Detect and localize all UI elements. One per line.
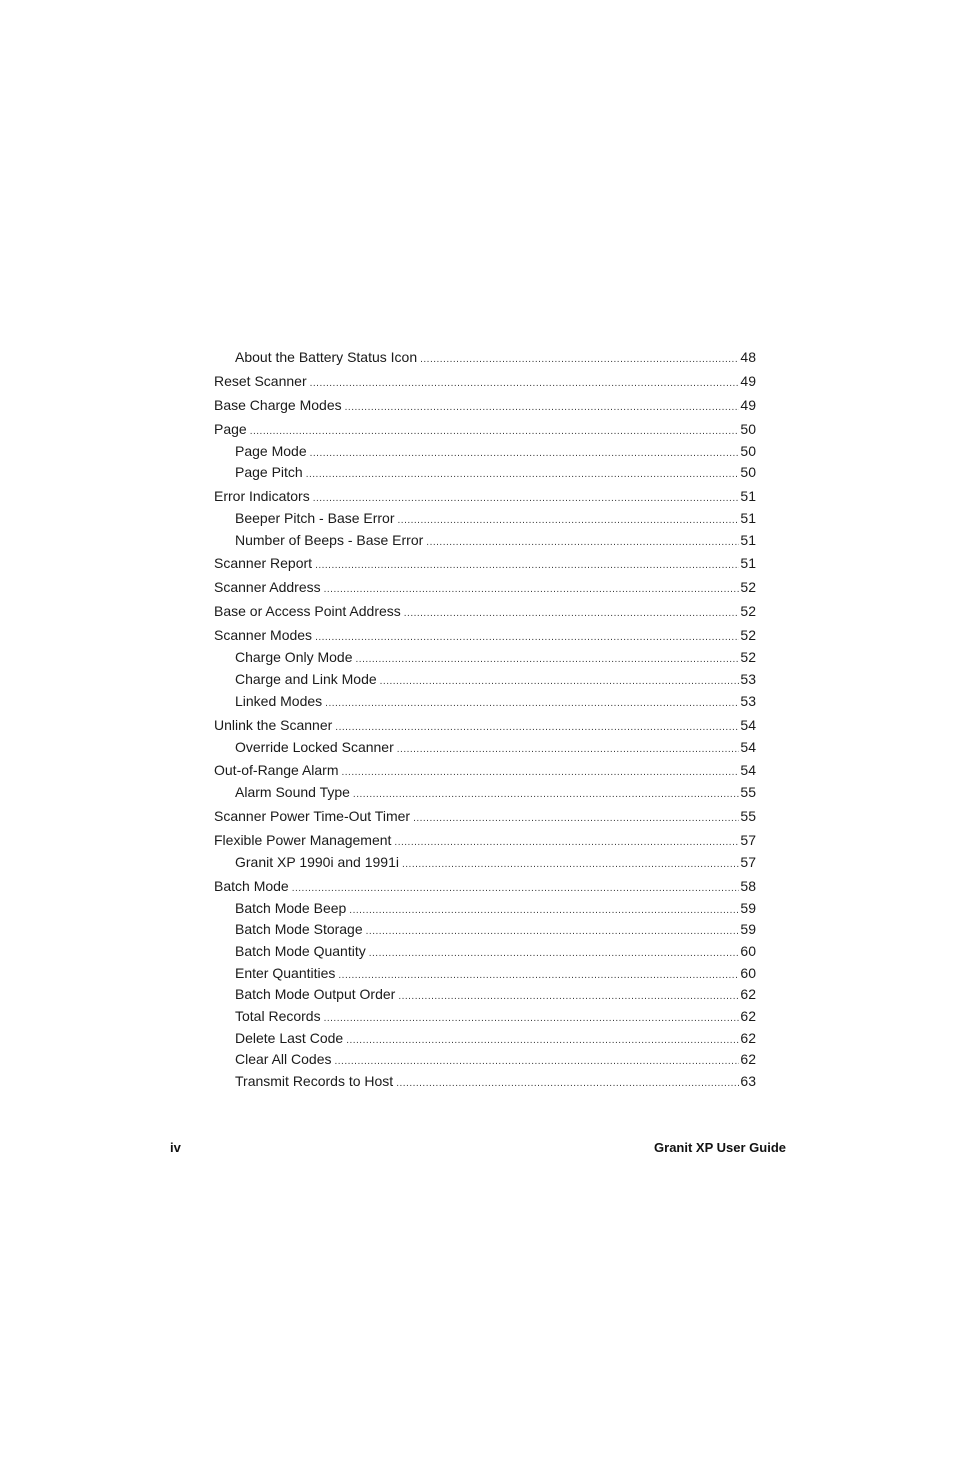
toc-entry[interactable] bbox=[214, 782, 756, 804]
toc-dot-leader bbox=[356, 649, 740, 671]
toc-entry-label: Batch Mode Storage bbox=[235, 921, 363, 938]
toc-entry-page-number: 52 bbox=[740, 579, 756, 596]
toc-entry-label: Batch Mode bbox=[214, 877, 289, 894]
toc-dot-leader bbox=[292, 877, 740, 901]
toc-entry-label: Batch Mode Beep bbox=[235, 899, 347, 916]
toc-entry[interactable] bbox=[214, 417, 756, 441]
toc-dot-leader bbox=[310, 443, 740, 465]
toc-entry-label: Alarm Sound Type bbox=[235, 784, 350, 801]
toc-entry-label: Unlink the Scanner bbox=[214, 716, 333, 733]
toc-entry-page-number: 59 bbox=[740, 921, 756, 938]
toc-entry-page-number: 50 bbox=[740, 464, 756, 481]
toc-entry-label: Page Mode bbox=[235, 442, 307, 459]
toc-entry-label: Delete Last Code bbox=[235, 1029, 344, 1046]
toc-dot-leader bbox=[306, 464, 740, 486]
toc-dot-leader bbox=[315, 626, 739, 650]
toc-entry-page-number: 48 bbox=[740, 349, 756, 365]
toc-entry-label: Transmit Records to Host bbox=[235, 1073, 394, 1090]
toc-entry-page-number: 54 bbox=[740, 762, 756, 779]
toc-entry-page-number: 50 bbox=[740, 420, 756, 437]
toc-entry[interactable] bbox=[214, 484, 756, 508]
toc-dot-leader bbox=[338, 965, 739, 987]
toc-entry[interactable] bbox=[214, 369, 756, 393]
toc-entry[interactable] bbox=[214, 647, 756, 669]
footer-page-number: iv bbox=[170, 1140, 181, 1155]
toc-entry-label: Scanner Report bbox=[214, 555, 313, 572]
toc-entry-page-number: 53 bbox=[740, 692, 756, 709]
toc-dot-leader bbox=[397, 739, 740, 761]
toc-entry-page-number: 62 bbox=[740, 1051, 756, 1068]
toc-entry[interactable] bbox=[214, 1049, 756, 1071]
toc-entry[interactable] bbox=[214, 508, 756, 530]
toc-entry-page-number: 57 bbox=[740, 831, 756, 848]
toc-entry-page-number: 55 bbox=[740, 807, 756, 824]
toc-entry-label: Page bbox=[214, 420, 247, 437]
toc-entry[interactable] bbox=[214, 599, 756, 623]
toc-entry-label: Base Charge Modes bbox=[214, 396, 342, 413]
toc-entry-label: Override Locked Scanner bbox=[235, 738, 394, 755]
toc-entry-page-number: 60 bbox=[740, 942, 756, 959]
toc-entry-page-number: 62 bbox=[740, 986, 756, 1003]
toc-entry-label: Flexible Power Management bbox=[214, 831, 392, 848]
toc-entry[interactable] bbox=[214, 441, 756, 463]
toc-dot-leader bbox=[398, 510, 740, 532]
toc-entry-label: Batch Mode Output Order bbox=[235, 986, 396, 1003]
toc-entry[interactable] bbox=[214, 1071, 756, 1093]
toc-entry[interactable] bbox=[214, 1028, 756, 1050]
toc-entry[interactable] bbox=[214, 898, 756, 920]
toc-entry-label: Base or Access Point Address bbox=[214, 603, 401, 620]
toc-dot-leader bbox=[420, 349, 739, 371]
toc-entry-label: Scanner Modes bbox=[214, 627, 313, 644]
toc-entry-label: Scanner Power Time-Out Timer bbox=[214, 807, 411, 824]
toc-entry-label: Charge and Link Mode bbox=[235, 671, 377, 688]
toc-entry[interactable] bbox=[214, 530, 756, 552]
toc-dot-leader bbox=[369, 943, 740, 965]
toc-entry[interactable] bbox=[214, 758, 756, 782]
toc-entry-page-number: 49 bbox=[740, 372, 756, 389]
toc-entry-label: Linked Modes bbox=[235, 692, 323, 709]
toc-entry[interactable] bbox=[214, 941, 756, 963]
toc-entry[interactable] bbox=[214, 575, 756, 599]
toc-entry-page-number: 51 bbox=[740, 510, 756, 527]
toc-entry-label: Enter Quantities bbox=[235, 964, 336, 981]
toc-dot-leader bbox=[342, 761, 740, 785]
toc-entry[interactable] bbox=[214, 919, 756, 941]
toc-entry-page-number: 62 bbox=[740, 1029, 756, 1046]
page-footer bbox=[170, 1140, 786, 1155]
toc-dot-leader bbox=[396, 1073, 739, 1095]
toc-dot-leader bbox=[413, 807, 739, 831]
toc-entry[interactable] bbox=[214, 393, 756, 417]
toc-dot-leader bbox=[398, 986, 739, 1008]
toc-entry[interactable] bbox=[214, 691, 756, 713]
toc-entry-label: Reset Scanner bbox=[214, 372, 307, 389]
toc-entry[interactable] bbox=[214, 623, 756, 647]
toc-dot-leader bbox=[394, 831, 739, 855]
toc-dot-leader bbox=[325, 693, 739, 715]
toc-dot-leader bbox=[346, 1030, 739, 1052]
toc-entry-page-number: 51 bbox=[740, 531, 756, 548]
toc-entry[interactable] bbox=[214, 462, 756, 484]
toc-entry-page-number: 51 bbox=[740, 488, 756, 505]
toc-entry-page-number: 57 bbox=[740, 853, 756, 870]
toc-entry[interactable] bbox=[214, 737, 756, 759]
footer-guide-title: Granit XP User Guide bbox=[654, 1140, 786, 1155]
toc-entry-page-number: 54 bbox=[740, 716, 756, 733]
toc-entry-page-number: 53 bbox=[740, 671, 756, 688]
toc-entry[interactable] bbox=[214, 551, 756, 575]
toc-dot-leader bbox=[310, 372, 740, 396]
toc-entry-page-number: 52 bbox=[740, 603, 756, 620]
toc-entry[interactable] bbox=[214, 984, 756, 1006]
toc-entry-label: Beeper Pitch - Base Error bbox=[235, 510, 395, 527]
toc-dot-leader bbox=[335, 716, 739, 740]
toc-entry[interactable] bbox=[214, 347, 756, 369]
toc-dot-leader bbox=[402, 854, 739, 876]
toc-entry-label: Charge Only Mode bbox=[235, 649, 353, 666]
toc-entry[interactable] bbox=[214, 828, 756, 852]
toc-dot-leader bbox=[353, 784, 740, 806]
toc-entry-label: Clear All Codes bbox=[235, 1051, 332, 1068]
toc-entry-page-number: 62 bbox=[740, 1008, 756, 1024]
toc-dot-leader bbox=[349, 900, 739, 922]
toc-entry-page-number: 55 bbox=[740, 784, 756, 801]
toc-entry-page-number: 58 bbox=[740, 877, 756, 894]
toc-dot-leader bbox=[315, 554, 739, 578]
toc-entry-page-number: 50 bbox=[740, 442, 756, 459]
toc-dot-leader bbox=[380, 671, 740, 693]
toc-entry-page-number: 52 bbox=[740, 649, 756, 666]
toc-entry-page-number: 49 bbox=[740, 396, 756, 413]
toc-entry-label: Error Indicators bbox=[214, 488, 310, 505]
table-of-contents bbox=[214, 347, 756, 1093]
toc-entry[interactable] bbox=[214, 804, 756, 828]
toc-dot-leader bbox=[324, 1008, 740, 1030]
toc-entry-label: Number of Beeps - Base Error bbox=[235, 531, 424, 548]
toc-entry-label: Granit XP 1990i and 1991i bbox=[235, 853, 399, 870]
toc-dot-leader bbox=[335, 1051, 740, 1073]
toc-entry-page-number: 60 bbox=[740, 964, 756, 981]
toc-entry[interactable] bbox=[214, 713, 756, 737]
toc-entry[interactable] bbox=[214, 852, 756, 874]
toc-dot-leader bbox=[345, 396, 740, 420]
toc-entry[interactable] bbox=[214, 963, 756, 985]
toc-entry-label: About the Battery Status Icon bbox=[235, 349, 418, 365]
toc-dot-leader bbox=[404, 602, 740, 626]
toc-entry-page-number: 63 bbox=[740, 1073, 756, 1090]
toc-entry[interactable] bbox=[214, 1006, 756, 1028]
toc-entry-page-number: 54 bbox=[740, 738, 756, 755]
toc-entry-page-number: 52 bbox=[740, 627, 756, 644]
toc-entry-label: Scanner Address bbox=[214, 579, 321, 596]
toc-entry-label: Out-of-Range Alarm bbox=[214, 762, 339, 779]
toc-dot-leader bbox=[250, 420, 740, 444]
toc-entry[interactable] bbox=[214, 669, 756, 691]
toc-dot-leader bbox=[426, 532, 739, 554]
toc-entry[interactable] bbox=[214, 874, 756, 898]
toc-entry-label: Total Records bbox=[235, 1008, 321, 1024]
toc-entry-label: Page Pitch bbox=[235, 464, 303, 481]
toc-dot-leader bbox=[366, 921, 740, 943]
toc-entry-page-number: 51 bbox=[740, 555, 756, 572]
toc-entry-page-number: 59 bbox=[740, 899, 756, 916]
toc-entry-label: Batch Mode Quantity bbox=[235, 942, 366, 959]
